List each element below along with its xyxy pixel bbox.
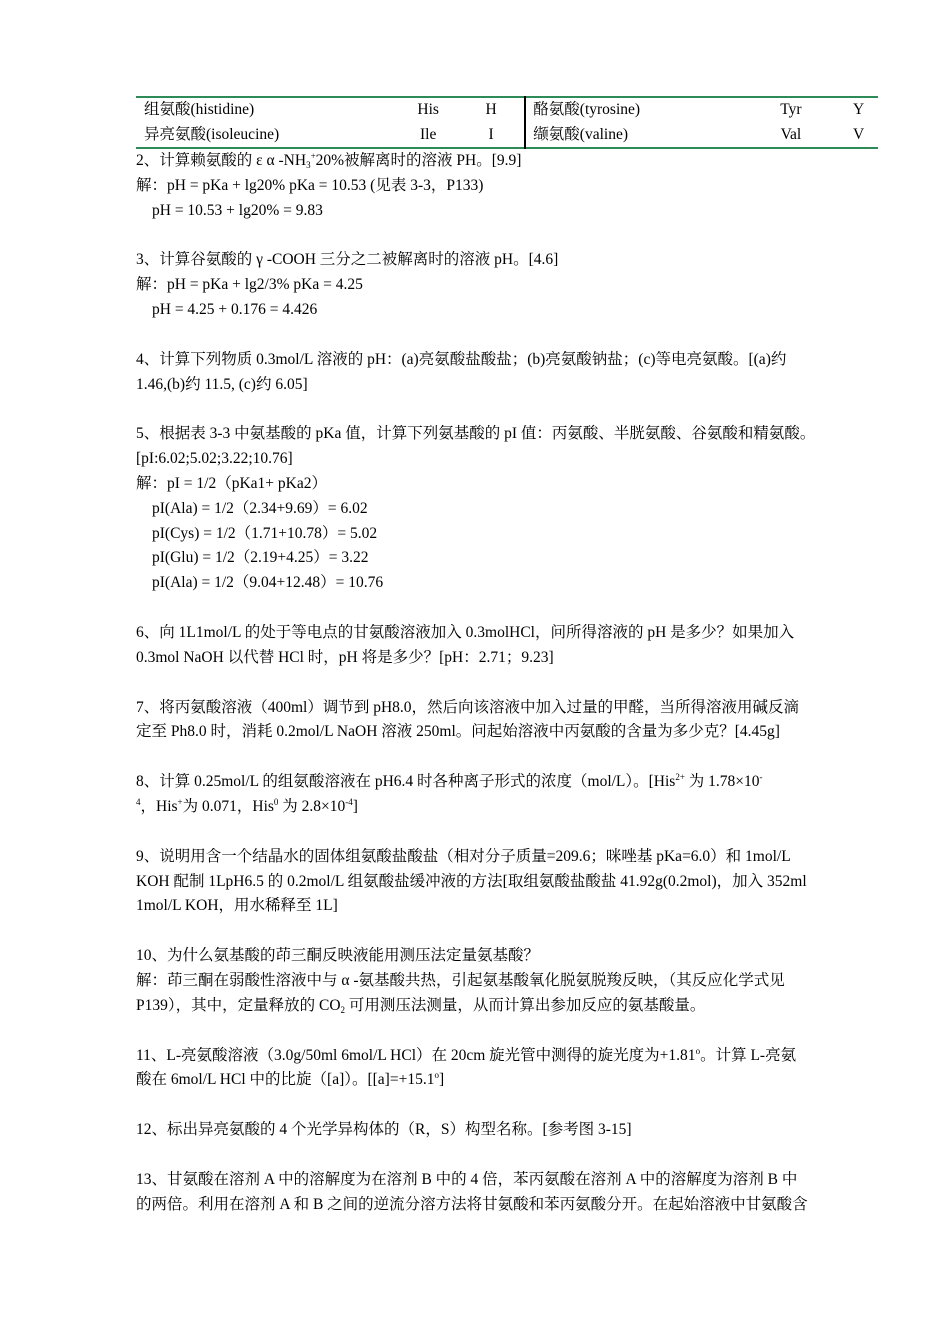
amino-acid-name: 组氨酸(histidine) xyxy=(144,101,255,118)
answer-line: 解：pH = pKa + lg20% pKa = 10.53 (见表 3-3，P133) xyxy=(136,176,484,194)
question-8 xyxy=(136,770,878,820)
question-text: 3、计算谷氨酸的 γ -COOH 三分之二被解离时的溶液 pH。[4.6] xyxy=(136,251,559,269)
question-10 xyxy=(136,944,878,1018)
question-text: KOH 配制 1LpH6.5 的 0.2mol/L 组氨酸盐缓冲液的方法[取组氨酸盐酸盐 41.92g(0.2mol)，加入 352ml xyxy=(136,872,807,890)
question-text: 0.3mol NaOH 以代替 HCl 时，pH 将是多少？[pH：2.71；9.23] xyxy=(136,648,554,666)
question-9 xyxy=(136,845,878,919)
question-text: 12、标出异亮氨酸的 4 个光学异构体的（R，S）构型名称。[参考图 3-15] xyxy=(136,1121,632,1139)
question-text: 酸在 6mol/L HCl 中的比旋（[a]）。$[[a]=+15.1^o]$ xyxy=(136,1070,445,1089)
question-text: 2、计算赖氨酸的 ε α $-NH_3^+20\%$被解离时的溶液 PH。[9.9] xyxy=(136,151,522,170)
answer-line: pI(Glu) = 1/2（2.19+4.25）= 3.22 xyxy=(152,549,369,567)
one-letter-code: H xyxy=(485,101,497,118)
question-text: 1mol/L KOH，用水稀释至 1L] xyxy=(136,897,338,915)
question-13 xyxy=(136,1168,878,1218)
question-text: 4、计算下列物质 0.3mol/L 溶液的 pH：(a)亮氨酸盐酸盐；(b)亮氨酸钠盐；(c)等电亮氨酸。[(a)约 xyxy=(136,350,787,368)
question-text: $^4$，His+为 0.071，His$^0$ 为 $2.8\times 10^{-4}$] xyxy=(136,796,358,815)
question-text: 的两倍。利用在溶剂 A 和 B 之间的逆流分溶方法将甘氨酸和苯丙氨酸分开。在起始溶液中甘氨酸含 xyxy=(136,1195,808,1213)
answer-line: P139），其中，定量释放的 $CO_2$ 可用测压法测量，从而计算出参加反应的氨基酸量。 xyxy=(136,996,706,1015)
three-letter-code: Val xyxy=(780,125,802,143)
amino-acid-name: 异亮氨酸(isoleucine) xyxy=(144,125,280,143)
question-3 xyxy=(136,248,878,322)
answer-line: pI(Ala) = 1/2（9.04+12.48）= 10.76 xyxy=(152,574,384,592)
question-6 xyxy=(136,621,878,671)
question-text: 9、说明用含一个结晶水的固体组氨酸盐酸盐（相对分子质量=209.6；咪唑基 pKa=6.0）和 1mol/L xyxy=(136,847,791,865)
question-text: [pI:6.02;5.02;3.22;10.76] xyxy=(136,450,293,468)
question-text: 11、L-亮氨酸溶液（3.0g/50ml 6mol/L HCl）在 20cm 旋光管中测得的旋光度为$+1.81^o$。计算 L-亮氨 xyxy=(136,1045,797,1064)
question-text: 8、计算 0.25mol/L 的组氨酸溶液在 pH6.4 时各种离子形式的浓度（mol/L）。[His$^{2+}$ 为 1.78×10- xyxy=(136,772,763,791)
table-row xyxy=(136,97,878,123)
question-12 xyxy=(136,1118,878,1143)
answer-line: 解：pH = pKa + lg2/3% pKa = 4.25 xyxy=(136,276,363,294)
question-text: 1.46,(b)约 11.5, (c)约 6.05] xyxy=(136,375,308,393)
one-letter-code: Y xyxy=(852,101,865,118)
three-letter-code: Ile xyxy=(420,125,437,143)
amino-acid-abbreviation-table xyxy=(136,96,878,149)
document-page xyxy=(136,96,878,1218)
question-7 xyxy=(136,696,878,746)
question-text: 定至 Ph8.0 时，消耗 0.2mol/L NaOH 溶液 250ml。问起始溶液中丙氨酸的含量为多少克？[4.45g] xyxy=(136,723,780,741)
question-5 xyxy=(136,422,878,596)
table-row xyxy=(136,123,878,149)
question-2 xyxy=(136,149,878,223)
amino-acid-name: 缬氨酸(valine) xyxy=(525,123,742,149)
three-letter-code: Tyr xyxy=(780,101,802,118)
question-4 xyxy=(136,348,878,398)
answer-line: pH = 4.25 + 0.176 = 4.426 xyxy=(152,300,318,318)
question-text: 5、根据表 3-3 中氨基酸的 pKa 值，计算下列氨基酸的 pI 值：丙氨酸、半胱氨酸、谷氨酸和精氨酸。 xyxy=(136,425,816,443)
one-letter-code: V xyxy=(852,125,865,143)
amino-acid-name: 酪氨酸(tyrosine) xyxy=(525,97,742,123)
three-letter-code: His xyxy=(417,101,439,118)
one-letter-code: I xyxy=(488,125,494,143)
answer-line: pI(Cys) = 1/2（1.71+10.78）= 5.02 xyxy=(152,524,378,542)
answer-line: pI(Ala) = 1/2（2.34+9.69）= 6.02 xyxy=(152,499,368,517)
question-text: 10、为什么氨基酸的茚三酮反映液能用测压法定量氨基酸？ xyxy=(136,947,540,965)
answer-line: pH = 10.53 + lg20% = 9.83 xyxy=(152,201,323,219)
question-text: 13、甘氨酸在溶剂 A 中的溶解度为在溶剂 B 中的 4 倍，苯丙氨酸在溶剂 A 中的溶解度为溶剂 B 中 xyxy=(136,1170,798,1188)
question-text: 7、将丙氨酸溶液（400ml）调节到 pH8.0，然后向该溶液中加入过量的甲醛，当所得溶液用碱反滴 xyxy=(136,698,800,716)
answer-line: 解：茚三酮在弱酸性溶液中与 α -氨基酸共热，引起氨基酸氧化脱氨脱羧反映，（其反应化学式见 xyxy=(136,971,785,989)
question-11 xyxy=(136,1044,878,1094)
answer-line: 解：pI = 1/2（pKa1+ pKa2） xyxy=(136,474,327,492)
question-text: 6、向 1L1mol/L 的处于等电点的甘氨酸溶液加入 0.3molHCl，问所得溶液的 pH 是多少？如果加入 xyxy=(136,623,795,641)
